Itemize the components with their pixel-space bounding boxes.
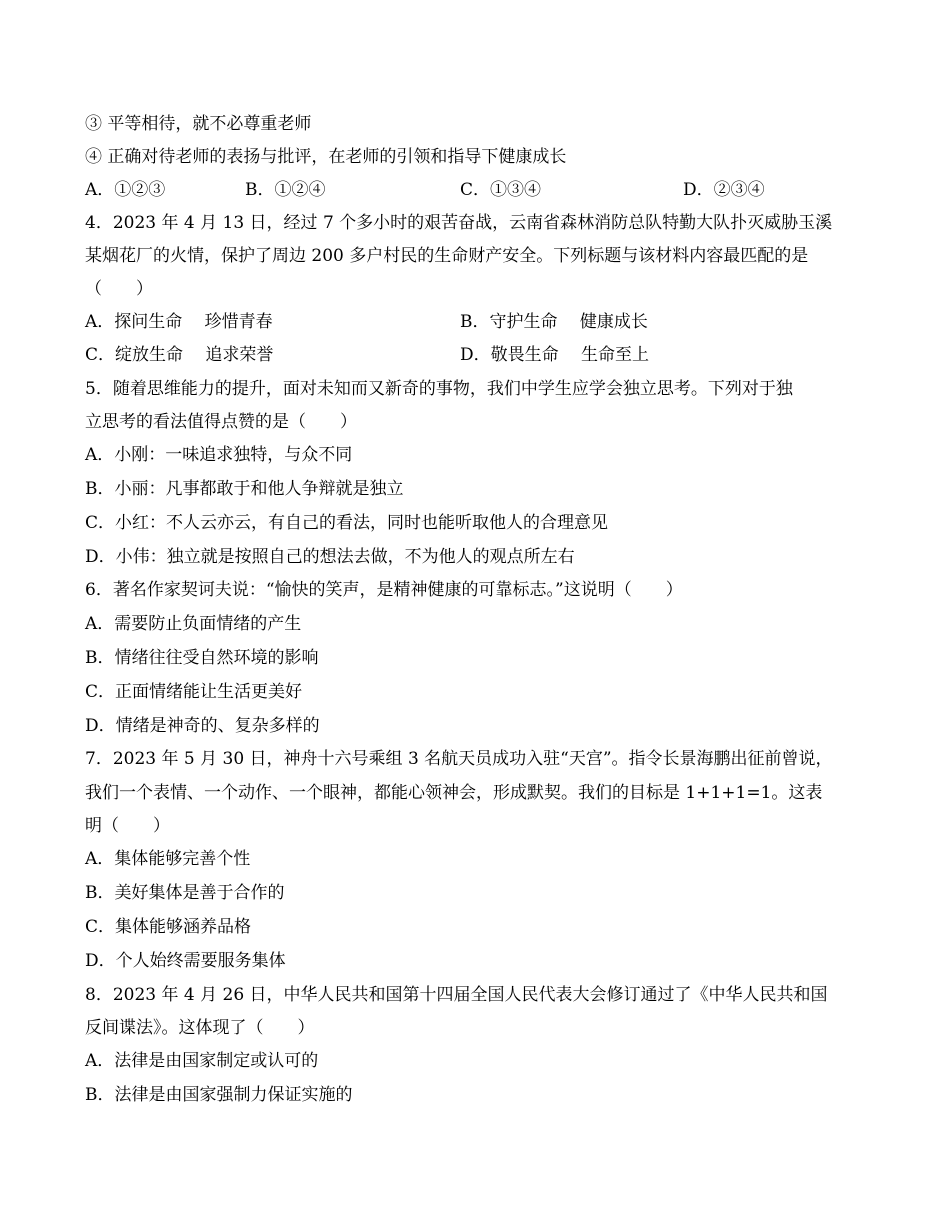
q4-options-row-1 bbox=[85, 309, 885, 335]
q4-option-d: D．敬畏生命 生命至上 bbox=[460, 345, 650, 365]
q8-stem-line-2: 反间谍法》。这体现了（ ） bbox=[85, 1018, 315, 1038]
q6-option-c: C．正面情绪能让生活更美好 bbox=[85, 682, 303, 702]
q8-stem-line-1: 8．2023 年 4 月 26 日，中华人民共和国第十四届全国人民代表大会修订通过了《中华人民共和国 bbox=[85, 985, 828, 1005]
q5-stem-line-1: 5．随着思维能力的提升，面对未知而又新奇的事物，我们中学生应学会独立思考。下列对于独 bbox=[85, 379, 793, 399]
q4-option-c: C．绽放生命 追求荣誉 bbox=[85, 345, 274, 365]
q8-option-b: B．法律是由国家强制力保证实施的 bbox=[85, 1085, 353, 1105]
q5-option-a: A．小刚：一味追求独特，与众不同 bbox=[85, 445, 353, 465]
q4-stem-line-2: 某烟花厂的火情，保护了周边 200 多户村民的生命财产安全。下列标题与该材料内容最匹配的是 bbox=[85, 246, 809, 266]
q5-option-b: B．小丽：凡事都敢于和他人争辩就是独立 bbox=[85, 479, 404, 499]
q7-stem-line-1: 7．2023 年 5 月 30 日，神舟十六号乘组 3 名航天员成功入驻“天宫”。指令长景海鹏出征前曾说， bbox=[85, 749, 833, 769]
q4-stem-line-3: （ ） bbox=[85, 279, 153, 299]
q4-option-b: B．守护生命 健康成长 bbox=[460, 312, 648, 332]
q7-option-c: C．集体能够涵养品格 bbox=[85, 917, 252, 937]
q5-stem-line-2: 立思考的看法值得点赞的是（ ） bbox=[85, 412, 357, 432]
q3-option-d: D．②③④ bbox=[683, 180, 765, 200]
q6-stem-line-1: 6．著名作家契诃夫说：“愉快的笑声，是精神健康的可靠标志。”这说明（ ） bbox=[85, 580, 683, 600]
q7-option-b: B．美好集体是善于合作的 bbox=[85, 883, 285, 903]
q5-option-d: D．小伟：独立就是按照自己的想法去做，不为他人的观点所左右 bbox=[85, 547, 575, 567]
q3-item-3: ③ 平等相待，就不必尊重老师 bbox=[85, 114, 312, 134]
q7-option-a: A．集体能够完善个性 bbox=[85, 849, 251, 869]
q8-option-a: A．法律是由国家制定或认可的 bbox=[85, 1051, 319, 1071]
q3-item-4: ④ 正确对待老师的表扬与批评，在老师的引领和指导下健康成长 bbox=[85, 147, 567, 167]
q3-option-a: A．①②③ bbox=[85, 180, 166, 200]
q3-option-b: B．①②④ bbox=[245, 180, 326, 200]
q5-option-c: C．小红：不人云亦云，有自己的看法，同时也能听取他人的合理意见 bbox=[85, 513, 609, 533]
q4-options-row-2 bbox=[85, 342, 885, 368]
q4-option-a: A．探问生命 珍惜青春 bbox=[85, 312, 273, 332]
q6-option-b: B．情绪往往受自然环境的影响 bbox=[85, 648, 319, 668]
q6-option-d: D．情绪是神奇的、复杂多样的 bbox=[85, 716, 320, 736]
q6-option-a: A．需要防止负面情绪的产生 bbox=[85, 614, 302, 634]
q3-option-c: C．①③④ bbox=[460, 180, 542, 200]
q3-options-row bbox=[85, 177, 885, 203]
q7-stem-line-3: 明（ ） bbox=[85, 816, 170, 836]
q7-stem-line-2: 我们一个表情、一个动作、一个眼神，都能心领神会，形成默契。我们的目标是 1+1+1=1。这表 bbox=[85, 783, 823, 803]
q4-stem-line-1: 4．2023 年 4 月 13 日，经过 7 个多小时的艰苦奋战，云南省森林消防总队特勤大队扑灭威胁玉溪 bbox=[85, 213, 833, 233]
q7-option-d: D．个人始终需要服务集体 bbox=[85, 951, 286, 971]
